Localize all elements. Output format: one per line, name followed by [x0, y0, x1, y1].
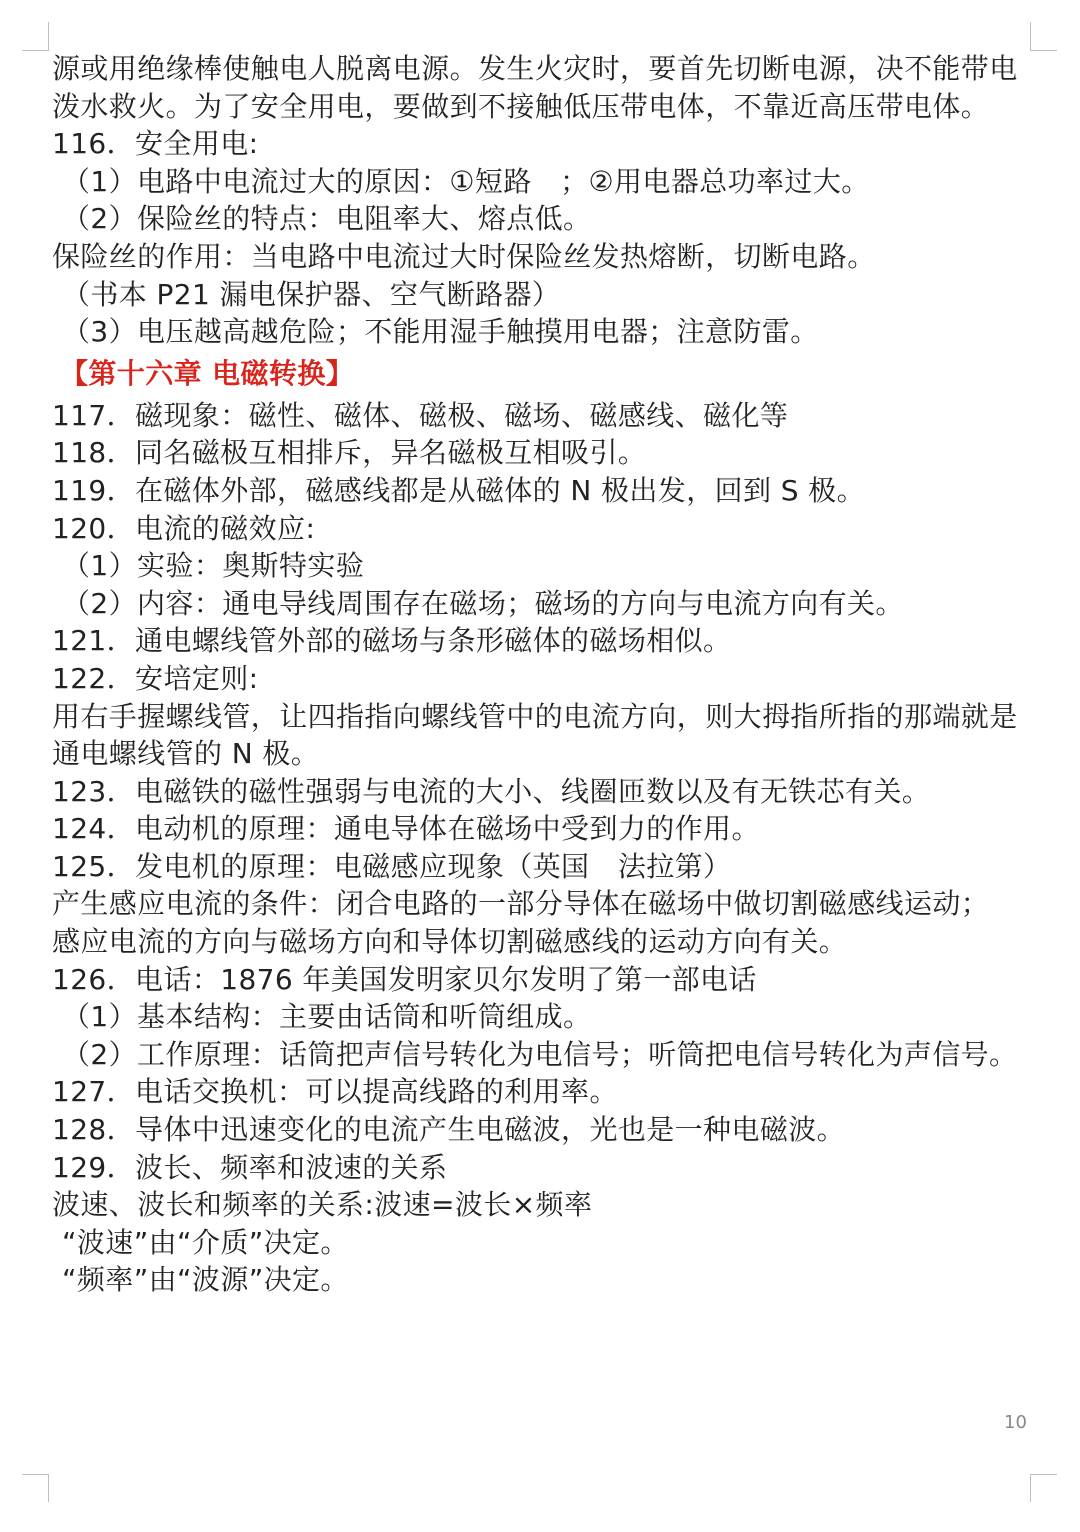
item-127: 127．电话交换机：可以提高线路的利用率。 — [52, 1075, 618, 1109]
item-128: 128．导体中迅速变化的电流产生电磁波，光也是一种电磁波。 — [52, 1113, 846, 1147]
item-117: 117．磁现象：磁性、磁体、磁极、磁场、磁感线、磁化等 — [52, 398, 789, 432]
ampere-rule-text: 用右手握螺线管，让四指指向螺线管中的电流方向，则大拇指所指的那端就是通电螺线管的 N 极。 — [52, 699, 1018, 771]
item-124: 124．电动机的原理：通电导体在磁场中受到力的作用。 — [52, 812, 760, 846]
item-129: 129．波长、频率和波速的关系 — [52, 1150, 448, 1184]
crop-mark-top-right — [1030, 22, 1031, 50]
crop-mark-top-left — [48, 22, 49, 50]
induction-condition: 产生感应电流的条件：闭合电路的一部分导体在磁场中做切割磁感线运动； — [52, 887, 990, 921]
item-126: 126．电话：1876 年美国发明家贝尔发明了第一部电话 — [52, 962, 757, 996]
induction-direction: 感应电流的方向与磁场方向和导体切割磁感线的运动方向有关。 — [52, 925, 848, 959]
item-120: 120．电流的磁效应: — [52, 511, 316, 545]
item-116-sub-3: （3）电压越高越危险；不能用湿手触摸用电器；注意防雷。 — [62, 315, 819, 349]
item-119: 119．在磁体外部，磁感线都是从磁体的 N 极出发，回到 S 极。 — [52, 473, 865, 507]
item-123: 123．电磁铁的磁性强弱与电流的大小、线圈匝数以及有无铁芯有关。 — [52, 774, 931, 808]
wave-formula: 波速、波长和频率的关系:波速=波长×频率 — [52, 1188, 593, 1222]
item-122: 122．安培定则: — [52, 661, 259, 695]
item-120-sub-1: （1）实验：奥斯特实验 — [62, 549, 365, 583]
crop-mark-bottom-left-h — [22, 1474, 49, 1475]
fuse-function: 保险丝的作用：当电路中电流过大时保险丝发热熔断，切断电路。 — [52, 239, 876, 273]
crop-mark-bottom-left — [48, 1474, 49, 1502]
crop-mark-top-left-h — [22, 50, 49, 51]
page-number: 10 — [1004, 1412, 1027, 1433]
item-126-sub-2: （2）工作原理：话筒把声信号转化为电信号；听筒把电信号转化为声信号。 — [62, 1037, 1018, 1071]
crop-mark-bottom-right-h — [1030, 1474, 1057, 1475]
frequency-note: “频率”由“波源”决定。 — [62, 1263, 349, 1297]
item-121: 121．通电螺线管外部的磁场与条形磁体的磁场相似。 — [52, 624, 732, 658]
chapter-heading: 【第十六章 电磁转换】 — [60, 356, 355, 390]
textbook-note: （书本 P21 漏电保护器、空气断路器） — [62, 277, 561, 311]
wave-speed-note: “波速”由“介质”决定。 — [62, 1225, 349, 1259]
item-116-sub-2: （2）保险丝的特点：电阻率大、熔点低。 — [62, 202, 592, 236]
paragraph-safety-intro: 源或用绝缘棒使触电人脱离电源。发生火灾时，要首先切断电源，决不能带电泼水救火。为了安全用电，要做到不接触低压带电体，不靠近高压带电体。 — [52, 52, 1018, 123]
item-120-sub-2: （2）内容：通电导线周围存在磁场；磁场的方向与电流方向有关。 — [62, 586, 904, 620]
item-126-sub-1: （1）基本结构：主要由话筒和听筒组成。 — [62, 1000, 592, 1034]
document-body — [52, 50, 1037, 1299]
item-116-sub-1: （1）电路中电流过大的原因：①短路 ；②用电器总功率过大。 — [62, 164, 870, 198]
item-116: 116．安全用电: — [52, 127, 259, 161]
item-118: 118．同名磁极互相排斥，异名磁极互相吸引。 — [52, 436, 647, 470]
crop-mark-bottom-right — [1030, 1474, 1031, 1502]
item-125: 125．发电机的原理：电磁感应现象（英国 法拉第） — [52, 849, 732, 883]
